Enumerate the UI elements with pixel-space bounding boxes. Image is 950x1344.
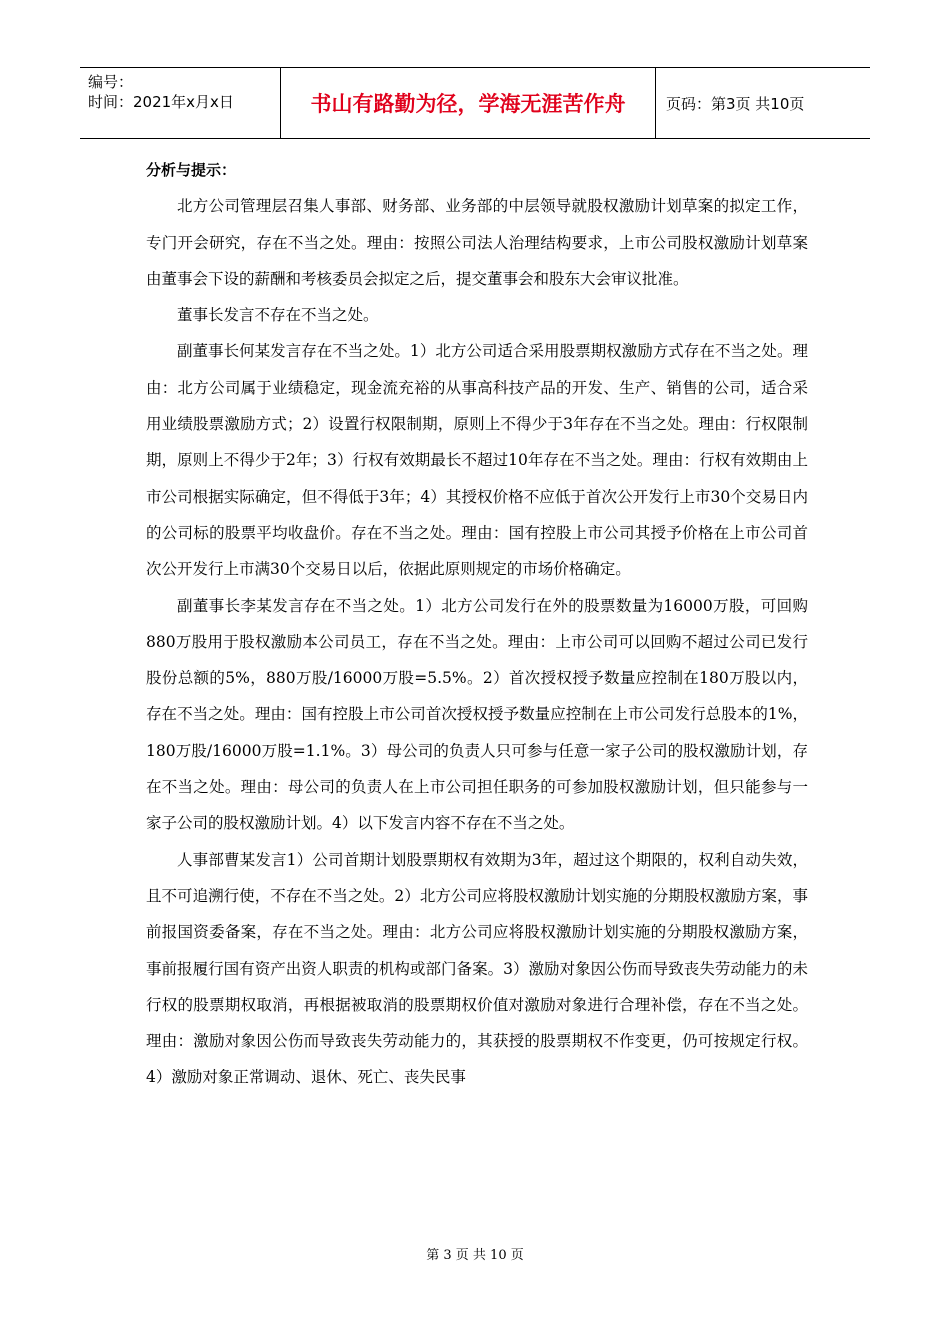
paragraph: 副董事长李某发言存在不当之处。1）北方公司发行在外的股票数量为16000万股，可回购880万股用于股权激励本公司员工，存在不当之处。理由：上市公司可以回购不超过公司已发行股份总额的5%，880万股/16000万股=5.5%。2）首次授权授予数量应控制在180万股以内，存在不当之处。理由：国有控股上市公司首次授权授予数量应控制在上市公司发行总股本的1%，180万股/16000万股=1.1%。3）母公司的负责人只可参与任意一家子公司的股权激励计划，存在不当之处。理由：母公司的负责人在上市公司担任职务的可参加股权激励计划，但只能参与一家子公司的股权激励计划。4）以下发言内容不存在不当之处。 (146, 596, 808, 833)
header-meta (80, 68, 280, 138)
header-page-info: 页码：第3页 共10页 (666, 94, 805, 113)
number-label: 编号： (88, 73, 134, 91)
page-header (80, 67, 870, 139)
paragraph: 北方公司管理层召集人事部、财务部、业务部的中层领导就股权激励计划草案的拟定工作，专门开会研究，存在不当之处。理由：按照公司法人治理结构要求，上市公司股权激励计划草案由董事会下设的薪酬和考核委员会拟定之后，提交董事会和股东大会审议批准。 (146, 197, 808, 288)
header-motto: 书山有路勤为径，学海无涯苦作舟 (280, 68, 656, 138)
time-label: 时间：2021年x月x日 (88, 93, 234, 111)
paragraph: 人事部曹某发言1）公司首期计划股票期权有效期为3年，超过这个期限的，权利自动失效，且不可追溯行使，不存在不当之处。2）北方公司应将股权激励计划实施的分期股权激励方案，事前报国资委备案，存在不当之处。理由：北方公司应将股权激励计划实施的分期股权激励方案，事前报履行国有资产出资人职责的机构或部门备案。3）激励对象因公伤而导致丧失劳动能力的未行权的股票期权取消，再根据被取消的股票期权价值对激励对象进行合理补偿，存在不当之处。理由：激励对象因公伤而导致丧失劳动能力的，其获授的股票期权不作变更，仍可按规定行权。4）激励对象正常调动、退休、死亡、丧失民事 (146, 850, 808, 1087)
document-body (146, 152, 808, 1096)
page-footer: 第 3 页 共 10 页 (426, 1248, 524, 1263)
section-title: 分析与提示： (146, 161, 237, 179)
paragraph: 董事长发言不存在不当之处。 (177, 306, 379, 325)
paragraph: 副董事长何某发言存在不当之处。1）北方公司适合采用股票期权激励方式存在不当之处。理由：北方公司属于业绩稳定，现金流充裕的从事高科技产品的开发、生产、销售的公司，适合采用业绩股票激励方式；2）设置行权限制期，原则上不得少于3年存在不当之处。理由：行权限制期，原则上不得少于2年；3）行权有效期最长不超过10年存在不当之处。理由：行权有效期由上市公司根据实际确定，但不得低于3年；4）其授权价格不应低于首次公开发行上市30个交易日内的公司标的股票平均收盘价。存在不当之处。理由：国有控股上市公司其授予价格在上市公司首次公开发行上市满30个交易日以后，依据此原则规定的市场价格确定。 (146, 342, 808, 579)
